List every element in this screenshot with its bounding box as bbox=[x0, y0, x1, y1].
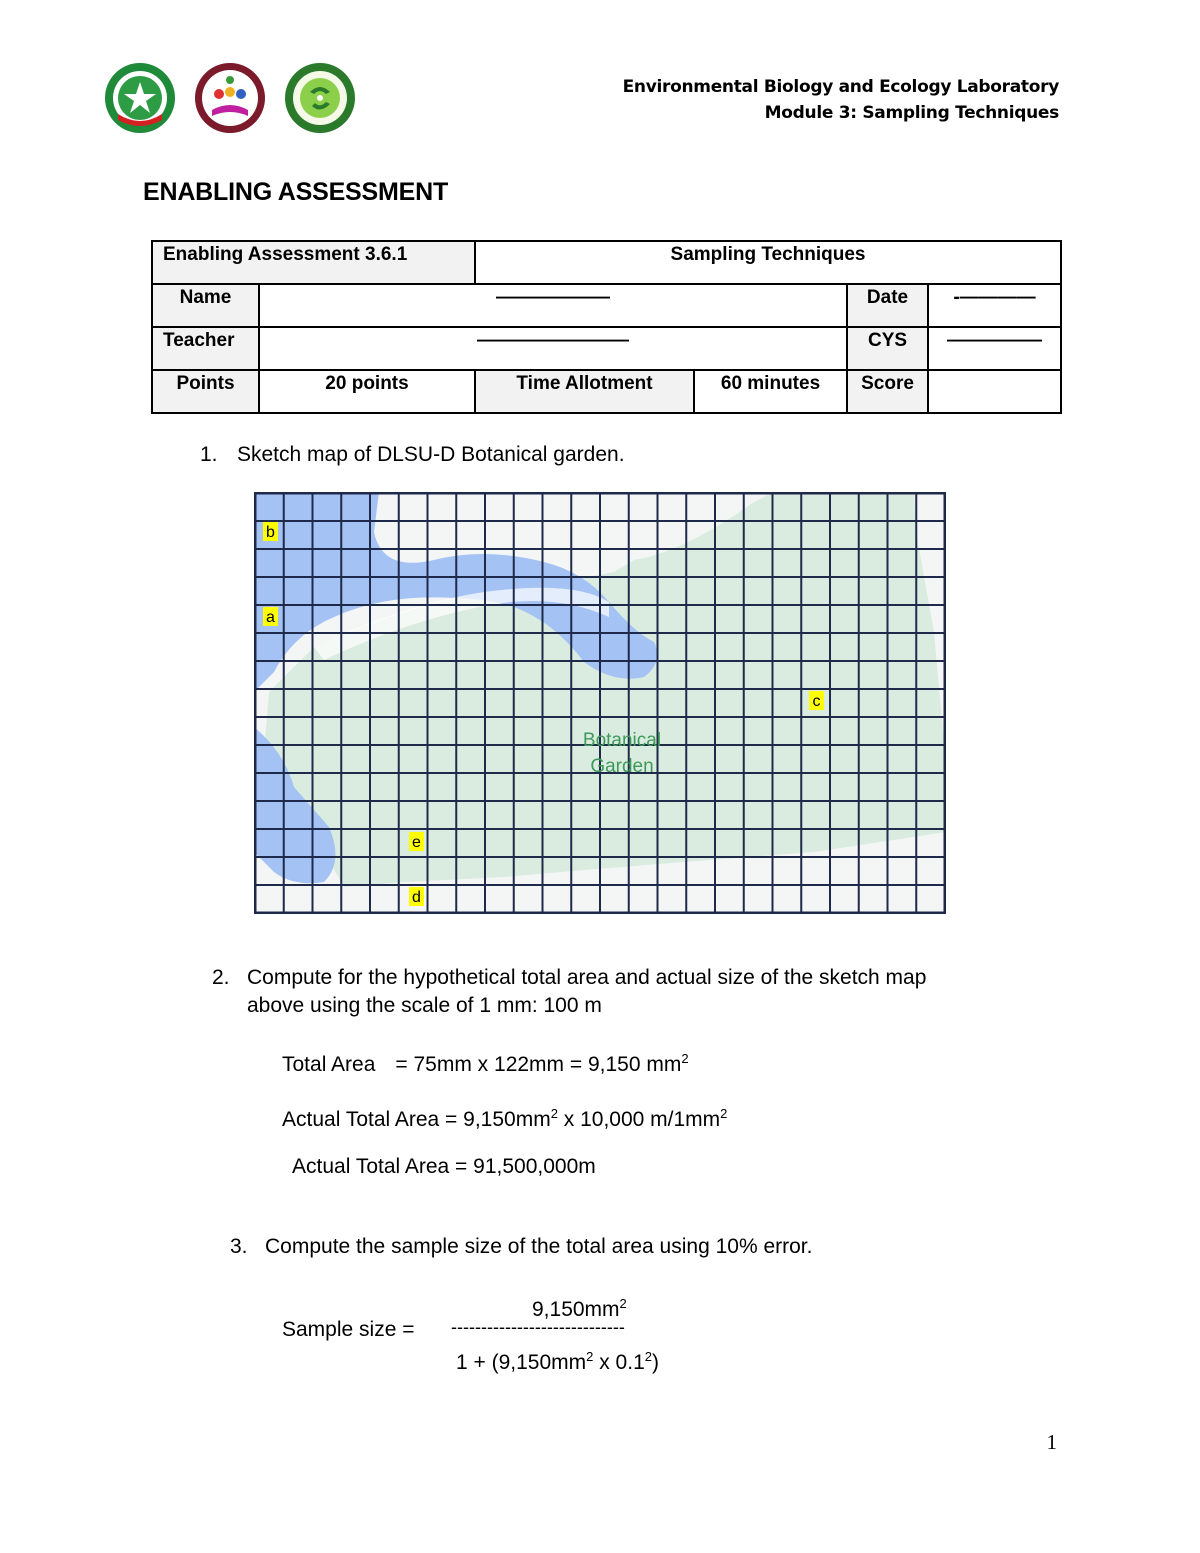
sample-size-denominator: $1 + (9,150mm^2$ x $0.1^2$) bbox=[456, 1349, 659, 1374]
svg-text:d: d bbox=[412, 889, 421, 906]
total-area-calc: Total Area = 75mm x 122mm = 9,150 $mm^2$ bbox=[282, 1051, 689, 1076]
question-number: 1. bbox=[200, 443, 218, 466]
garden-label-line1: Botanical bbox=[582, 730, 662, 751]
cys-label: CYS bbox=[847, 327, 928, 370]
actual-area-calc: Actual Total Area = $9,150mm^2$ x 10,000 $m/1mm^2$ bbox=[282, 1106, 728, 1131]
date-field[interactable]: -———— bbox=[928, 284, 1061, 327]
university-seal-logo bbox=[104, 62, 176, 134]
actual-area-expression: x 10,000 m/1mm bbox=[557, 1108, 721, 1131]
question-text: Sketch map of DLSU-D Botanical garden. bbox=[237, 443, 625, 466]
svg-text:b: b bbox=[266, 524, 275, 541]
map-marker-d bbox=[409, 887, 424, 906]
assessment-info-table bbox=[151, 240, 1062, 414]
svg-text:e: e bbox=[412, 834, 421, 851]
logo-row bbox=[104, 62, 356, 138]
name-label: Name bbox=[152, 284, 259, 327]
fraction-bar: ----------------------------- bbox=[451, 1317, 625, 1337]
question-text: Compute the sample size of the total area using 10% error. bbox=[265, 1235, 813, 1258]
total-area-label: Total Area bbox=[282, 1053, 376, 1076]
sample-size-numerator: $9,150mm^2$ bbox=[532, 1296, 627, 1321]
question-1 bbox=[200, 441, 625, 469]
question-number: 2. bbox=[212, 966, 230, 989]
question-number: 3. bbox=[230, 1235, 248, 1258]
actual-area-label: Actual Total Area = 9,150mm bbox=[282, 1108, 551, 1131]
page-number: 1 bbox=[1046, 1430, 1057, 1454]
score-label: Score bbox=[847, 370, 928, 413]
assessment-number: Enabling Assessment 3.6.1 bbox=[152, 241, 475, 284]
svg-text:a: a bbox=[266, 609, 275, 626]
garden-label-line2: Garden bbox=[590, 756, 654, 777]
teacher-label: Teacher bbox=[152, 327, 259, 370]
map-marker-a bbox=[263, 607, 278, 626]
svg-text:c: c bbox=[812, 693, 821, 710]
cys-field[interactable]: ————— bbox=[928, 327, 1061, 370]
map-marker-c bbox=[809, 691, 824, 710]
document-header bbox=[623, 74, 1059, 126]
question-3 bbox=[230, 1233, 812, 1261]
map-marker-e bbox=[409, 832, 424, 851]
community-seal-logo bbox=[194, 62, 266, 134]
sample-size-label: Sample size = bbox=[282, 1318, 415, 1341]
actual-area-result: Actual Total Area = 91,500,000m bbox=[292, 1155, 596, 1178]
assessment-topic: Sampling Techniques bbox=[475, 241, 1061, 284]
points-label: Points bbox=[152, 370, 259, 413]
date-label: Date bbox=[847, 284, 928, 327]
module-title: Module 3: Sampling Techniques bbox=[764, 103, 1059, 123]
page-title: ENABLING ASSESSMENT bbox=[143, 178, 449, 206]
time-allotment-value: 60 minutes bbox=[694, 370, 847, 413]
points-value: 20 points bbox=[259, 370, 475, 413]
name-field[interactable]: —————— bbox=[259, 284, 847, 327]
time-allotment-label: Time Allotment bbox=[475, 370, 694, 413]
score-field[interactable] bbox=[928, 370, 1061, 413]
map-marker-b bbox=[263, 522, 278, 541]
total-area-expression: = 75mm x 122mm = 9,150 mm bbox=[395, 1053, 682, 1076]
question-text-line1: Compute for the hypothetical total area and actual size of the sketch map bbox=[247, 966, 927, 989]
question-text-line2: above using the scale of 1 mm: 100 m bbox=[247, 994, 602, 1017]
course-title: Environmental Biology and Ecology Laboratory bbox=[622, 77, 1059, 97]
question-2 bbox=[212, 964, 1032, 1020]
environment-seal-logo bbox=[284, 62, 356, 134]
botanical-garden-sketch-map bbox=[254, 492, 946, 914]
teacher-field[interactable]: ———————— bbox=[259, 327, 847, 370]
